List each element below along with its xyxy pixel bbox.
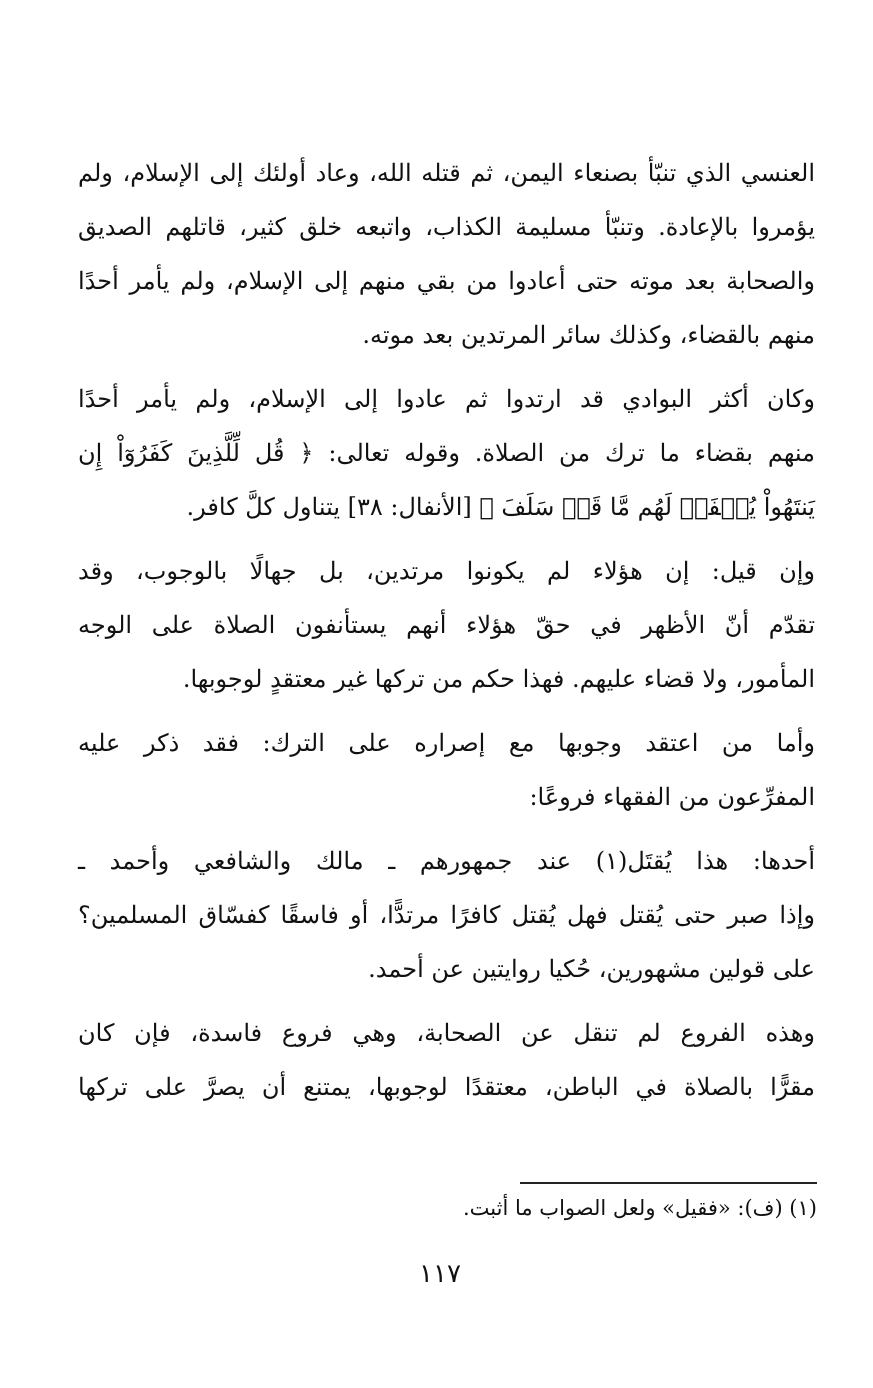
text-line: يَنتَهُواْ يُغۡفَرۡ لَهُم مَّا قَدۡ سَلَفَ ﴾ [الأنفال: ٣٨] يتناول كلَّ كافر. — [186, 493, 815, 521]
text-line: منهم بقضاء ما ترك من الصلاة. وقوله تعالى: ﴿ قُل لِّلَّذِينَ كَفَرُوٓاْ إِن — [78, 439, 815, 467]
text-line: المفرِّعون من الفقهاء فروعًا: — [529, 783, 815, 811]
body-text — [78, 146, 815, 1124]
paragraph-2 — [78, 372, 815, 534]
text-line: العنسي الذي تنبّأ بصنعاء اليمن، ثم قتله الله، وعاد أولئك إلى الإسلام، ولم — [78, 159, 815, 187]
text-line: والصحابة بعد موته حتى أعادوا من بقي منهم إلى الإسلام، ولم يأمر أحدًا — [78, 267, 815, 295]
footnote-separator — [520, 1182, 817, 1184]
text-line: تقدّم أنّ الأظهر في حقّ هؤلاء أنهم يستأنفون الصلاة على الوجه — [78, 611, 815, 639]
paragraph-1 — [78, 146, 815, 362]
text-line: منهم بالقضاء، وكذلك سائر المرتدين بعد موته. — [362, 321, 815, 349]
paragraph-5 — [78, 834, 815, 996]
text-line: أحدها: هذا يُقتَل(١) عند جمهورهم ـ مالك والشافعي وأحمد ـ — [78, 847, 816, 875]
text-line: يؤمروا بالإعادة. وتنبّأ مسليمة الكذاب، واتبعه خلق كثير، قاتلهم الصديق — [78, 213, 815, 241]
text-line: وهذه الفروع لم تنقل عن الصحابة، وهي فروع فاسدة، فإن كان — [78, 1019, 815, 1047]
text-line: على قولين مشهورين، حُكيا روايتين عن أحمد. — [368, 955, 815, 983]
paragraph-6 — [78, 1006, 815, 1114]
text-line: المأمور، ولا قضاء عليهم. فهذا حكم من تركها غير معتقدٍ لوجوبها. — [182, 665, 815, 693]
text-line: وإذا صبر حتى يُقتل فهل يُقتل كافرًا مرتدًّا، أو فاسقًا كفسّاق المسلمين؟ — [78, 901, 815, 929]
text-line: وكان أكثر البوادي قد ارتدوا ثم عادوا إلى الإسلام، ولم يأمر أحدًا — [78, 385, 815, 413]
paragraph-4 — [78, 716, 815, 824]
text-line: وإن قيل: إن هؤلاء لم يكونوا مرتدين، بل جهالًا بالوجوب، وقد — [78, 557, 815, 585]
page-number: ١١٧ — [419, 1259, 461, 1289]
paragraph-3 — [78, 544, 815, 706]
footnote: (١) (ف): «فقيل» ولعل الصواب ما أثبت. — [463, 1196, 817, 1220]
text-line: مقرًّا بالصلاة في الباطن، معتقدًا لوجوبها، يمتنع أن يصرَّ على تركها — [78, 1073, 815, 1101]
text-line: وأما من اعتقد وجوبها مع إصراره على الترك: فقد ذكر عليه — [78, 729, 815, 757]
